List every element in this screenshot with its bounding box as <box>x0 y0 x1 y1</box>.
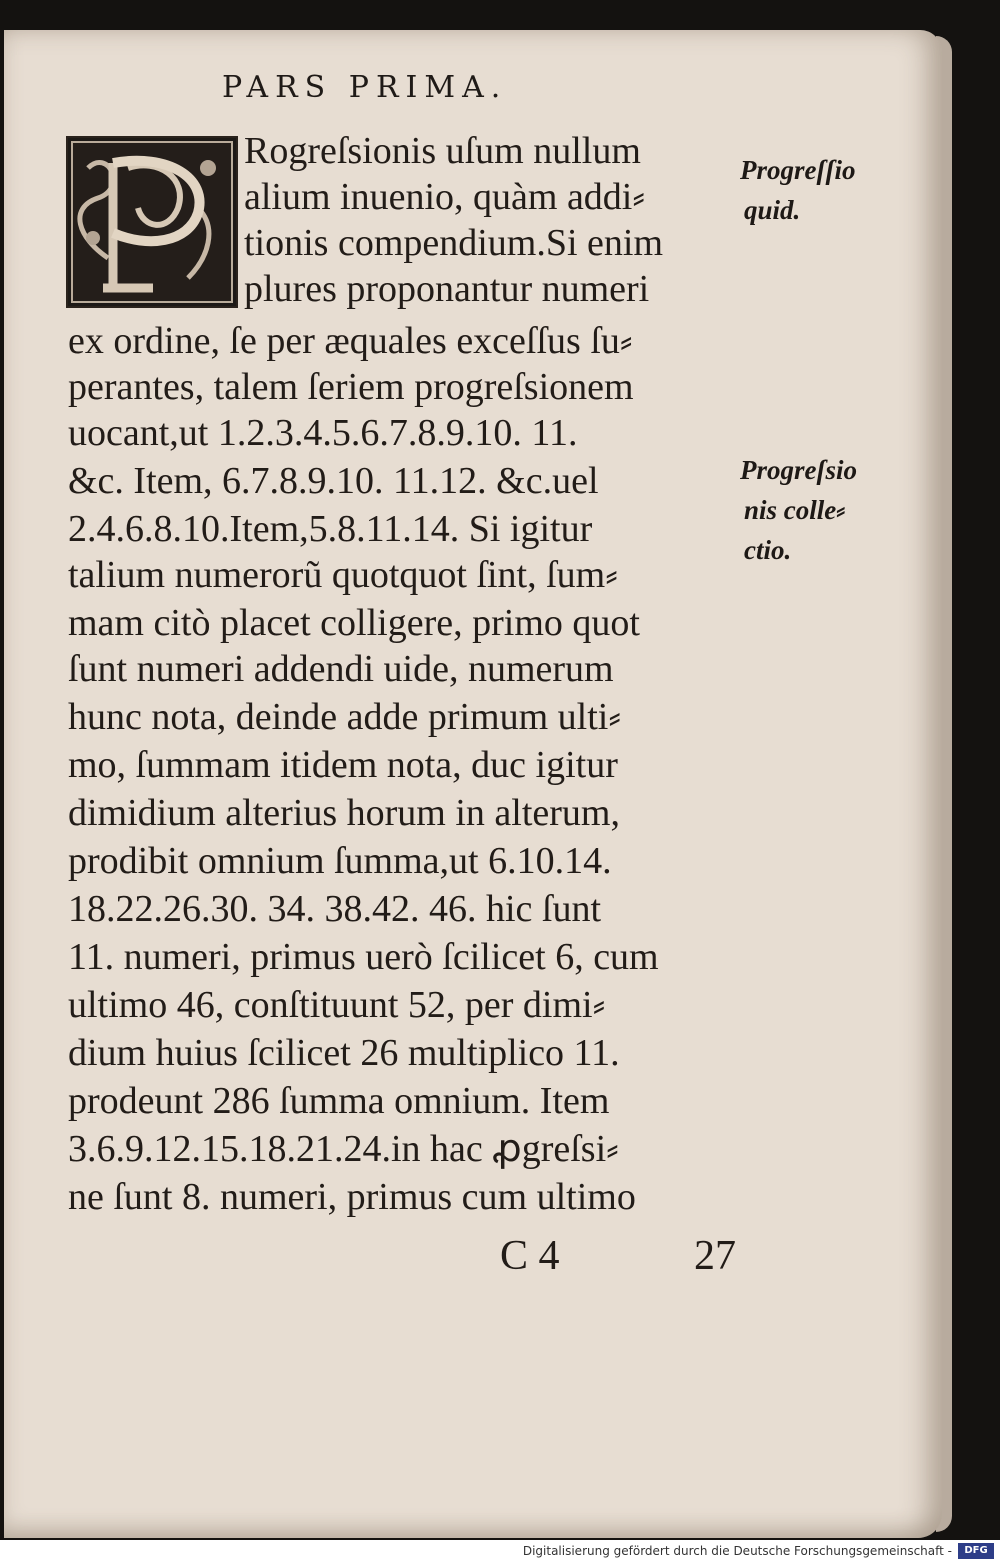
marginal-note-line: quid. <box>744 195 801 225</box>
text-line: tionis compendium.Si enim <box>244 222 664 264</box>
text-line: prodeunt 286 ſumma omnium. Item <box>68 1080 610 1122</box>
text-line: perantes, talem ſeriem progreſsionem <box>68 366 634 408</box>
footer-credit: Digitalisierung gefördert durch die Deutsche Forschungsgemeinschaft - <box>522 1544 952 1558</box>
text-line: 2.4.6.8.10.Item,5.8.11.14. Si igitur <box>68 508 593 550</box>
text-line: ex ordine, ſe per æquales exceſſus ſu⸗ <box>68 320 633 362</box>
text-line: alium inuenio, quàm addi⸗ <box>244 176 646 218</box>
text-line: plures proponantur numeri <box>244 268 650 310</box>
text-line: ne ſunt 8. numeri, primus cum ultimo <box>68 1176 636 1218</box>
marginal-note-line: Progreſsio <box>740 455 857 485</box>
footer-bar <box>0 1540 1000 1563</box>
dfg-logo: DFG <box>958 1543 994 1559</box>
signature-mark: C 4 <box>500 1233 560 1279</box>
marginal-note-line: nis colle⸗ <box>744 495 846 525</box>
text-line: 18.22.26.30. 34. 38.42. 46. hic ſunt <box>68 888 602 930</box>
text-line: uocant,ut 1.2.3.4.5.6.7.8.9.10. 11. <box>68 412 578 454</box>
text-line: prodibit omnium ſumma,ut 6.10.14. <box>68 840 612 882</box>
marginal-note-line: ctio. <box>744 535 792 565</box>
text-line: dimidium alterius horum in alterum, <box>68 792 620 834</box>
text-line: 11. numeri, primus uerò ſcilicet 6, cum <box>68 936 659 978</box>
text-line: dium huius ſcilicet 26 multiplico 11. <box>68 1032 620 1074</box>
text-line: ultimo 46, conſtituunt 52, per dimi⸗ <box>68 984 606 1026</box>
folio-number: 27 <box>694 1233 736 1279</box>
text-line: hunc nota, deinde adde primum ulti⸗ <box>68 696 621 738</box>
marginal-note-line: Progreſſio <box>740 155 856 185</box>
decorated-initial <box>66 136 238 308</box>
text-line: talium numerorũ quotquot ſint, ſum⸗ <box>68 554 618 596</box>
text-line: &c. Item, 6.7.8.9.10. 11.12. &c.uel <box>68 460 599 502</box>
text-line: mo, ſummam itidem nota, duc igitur <box>68 744 618 786</box>
text-line: ſunt numeri addendi uide, numerum <box>68 648 614 690</box>
text-line: Rogreſsionis uſum nullum <box>244 130 641 172</box>
text-line: mam citò placet colligere, primo quot <box>68 602 640 644</box>
text-line: 3.6.9.12.15.18.21.24.in hac ꝓgreſsi⸗ <box>68 1128 619 1170</box>
running-head: PARS PRIMA. <box>222 70 508 105</box>
